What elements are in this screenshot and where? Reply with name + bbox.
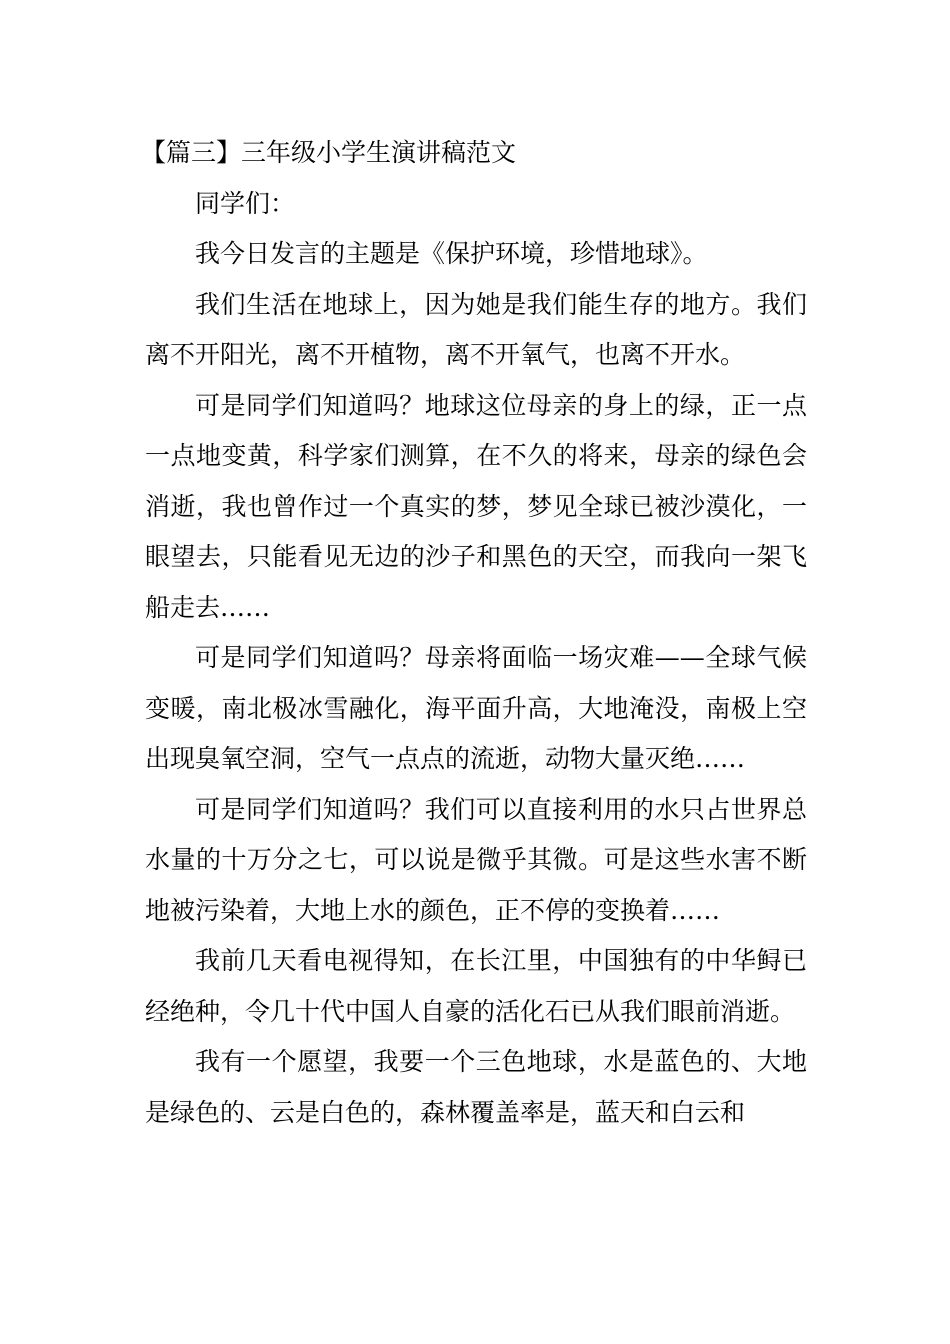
speech-title: 【篇三】三年级小学生演讲稿范文 <box>141 138 517 167</box>
paragraph-wish: 我有一个愿望，我要一个三色地球，水是蓝色的、大地是绿色的、云是白色的，森林覆盖率是，蓝天和白云和 <box>145 1047 807 1127</box>
paragraph-water-pollution: 可是同学们知道吗？我们可以直接利用的水只占世界总水量的十万分之七，可以说是微乎其微。可是这些水害不断地被污染着，大地上水的颜色，正不停的变换着…… <box>145 794 807 925</box>
paragraph-sturgeon: 我前几天看电视得知，在长江里，中国独有的中华鲟已经绝种，令几十代中国人自豪的活化石已从我们眼前消逝。 <box>145 946 807 1026</box>
paragraph-earth-home: 我们生活在地球上，因为她是我们能生存的地方。我们离不开阳光，离不开植物，离不开氧气，也离不开水。 <box>145 289 807 369</box>
paragraph-desertification: 可是同学们知道吗？地球这位母亲的身上的绿，正一点一点地变黄，科学家们测算，在不久的将来，母亲的绿色会消逝，我也曾作过一个真实的梦，梦见全球已被沙漠化，一眼望去，只能看见无边的沙子和黑色的天空，而我向一架飞船走去…… <box>145 390 807 622</box>
paragraph-climate-change: 可是同学们知道吗？母亲将面临一场灾难——全球气候变暖，南北极冰雪融化，海平面升高，大地淹没，南极上空出现臭氧空洞，空气一点点的流逝，动物大量灭绝…… <box>145 643 807 773</box>
speech-body <box>141 128 807 1138</box>
paragraph-topic: 我今日发言的主题是《保护环境，珍惜地球》。 <box>195 239 708 268</box>
paragraph-greeting: 同学们： <box>195 188 296 218</box>
